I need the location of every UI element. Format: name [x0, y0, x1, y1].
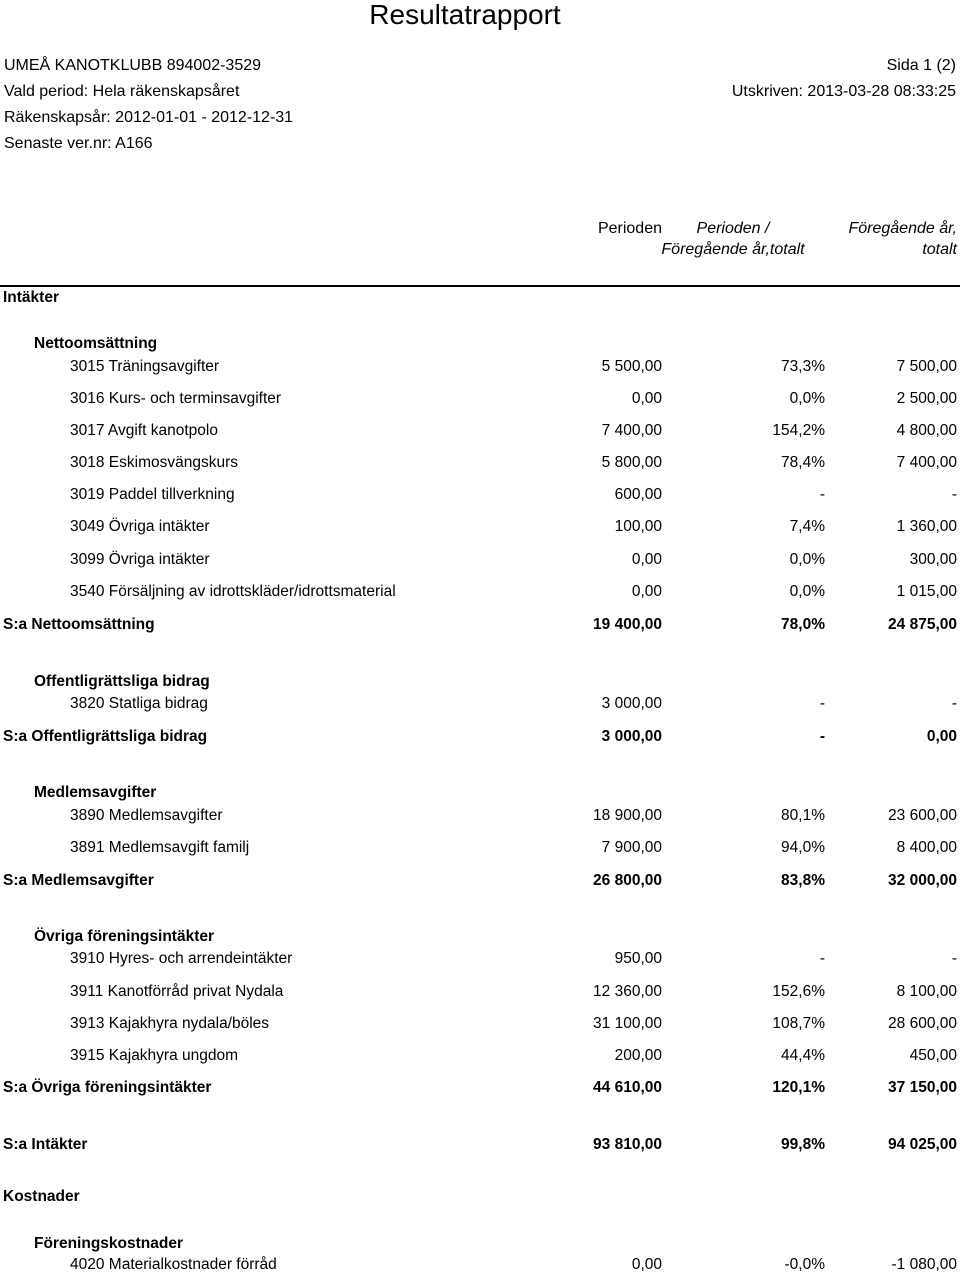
previous-year-amount: 32 000,00 [888, 872, 957, 889]
account-row [0, 693, 960, 715]
subtotal-row [0, 870, 960, 892]
column-header-previous-year [830, 218, 957, 260]
period-amount: 12 360,00 [593, 983, 662, 1000]
previous-year-amount: 450,00 [909, 1047, 957, 1064]
period-amount: 950,00 [614, 950, 662, 967]
group-heading [0, 1233, 960, 1255]
column-header-prev-line1: Föregående år, [848, 220, 957, 237]
period-amount: 7 400,00 [601, 422, 662, 439]
header-line-4 [4, 133, 956, 155]
period-amount: 3 000,00 [601, 695, 662, 712]
account-row [0, 388, 960, 410]
row-label: Kostnader [3, 1188, 80, 1205]
ratio-percent: - [819, 950, 825, 967]
column-header-ratio-line2: Föregående år,totalt [661, 241, 805, 258]
row-label: 3891 Medlemsavgift familj [70, 839, 250, 856]
row-label: 3820 Statliga bidrag [70, 695, 208, 712]
previous-year-amount: 1 360,00 [896, 518, 957, 535]
previous-year-amount: 24 875,00 [888, 616, 957, 633]
ratio-percent: - [819, 486, 825, 503]
period-amount: 0,00 [631, 1256, 662, 1273]
ratio-percent: 78,4% [781, 454, 825, 471]
ratio-percent: - [819, 728, 825, 745]
row-label: Offentligrättsliga bidrag [34, 673, 210, 690]
ratio-percent: 154,2% [772, 422, 825, 439]
ratio-percent: 0,0% [789, 583, 825, 600]
period-amount: 0,00 [631, 551, 662, 568]
row-label: 3049 Övriga intäkter [70, 518, 210, 535]
subtotal-row [0, 726, 960, 748]
ratio-percent: 83,8% [781, 872, 825, 889]
ratio-percent: 108,7% [772, 1015, 825, 1032]
period-amount: 100,00 [614, 518, 662, 535]
account-row [0, 948, 960, 970]
previous-year-amount: - [951, 695, 957, 712]
row-label: 3015 Träningsavgifter [70, 358, 220, 375]
previous-year-amount: -1 080,00 [891, 1256, 957, 1273]
period-amount: 0,00 [631, 583, 662, 600]
ratio-percent: -0,0% [784, 1256, 825, 1273]
selected-period: Vald period: Hela räkenskapsåret [4, 83, 240, 100]
account-row [0, 484, 960, 506]
group-heading [0, 782, 960, 804]
period-amount: 18 900,00 [593, 807, 662, 824]
account-row [0, 549, 960, 571]
previous-year-amount: 23 600,00 [888, 807, 957, 824]
row-label: 3017 Avgift kanotpolo [70, 422, 218, 439]
ratio-percent: 78,0% [781, 616, 825, 633]
ratio-percent: 0,0% [789, 551, 825, 568]
previous-year-amount: 4 800,00 [896, 422, 957, 439]
account-row [0, 356, 960, 378]
ratio-percent: 94,0% [781, 839, 825, 856]
period-amount: 600,00 [614, 486, 662, 503]
account-row [0, 1254, 960, 1276]
row-label: 4020 Materialkostnader förråd [70, 1256, 277, 1273]
ratio-percent: 99,8% [781, 1136, 825, 1153]
period-amount: 3 000,00 [601, 728, 662, 745]
ratio-percent: 73,3% [781, 358, 825, 375]
row-label: S:a Offentligrättsliga bidrag [3, 728, 208, 745]
period-amount: 5 500,00 [601, 358, 662, 375]
ratio-percent: 44,4% [781, 1047, 825, 1064]
group-heading [0, 333, 960, 355]
section-heading [0, 1186, 960, 1208]
ratio-percent: 152,6% [772, 983, 825, 1000]
ratio-percent: - [819, 695, 825, 712]
row-label: 3540 Försäljning av idrottskläder/idrottsmaterial [70, 583, 396, 600]
row-label: 3915 Kajakhyra ungdom [70, 1047, 239, 1064]
row-label: 3890 Medlemsavgifter [70, 807, 223, 824]
subtotal-row [0, 614, 960, 636]
previous-year-amount: 28 600,00 [888, 1015, 957, 1032]
previous-year-amount: 37 150,00 [888, 1079, 957, 1096]
account-row [0, 420, 960, 442]
period-amount: 93 810,00 [593, 1136, 662, 1153]
row-label: Föreningskostnader [34, 1235, 183, 1252]
account-row [0, 837, 960, 859]
previous-year-amount: 2 500,00 [896, 390, 957, 407]
row-label: Medlemsavgifter [34, 784, 157, 801]
period-amount: 0,00 [631, 390, 662, 407]
subtotal-row [0, 1077, 960, 1099]
ratio-percent: 0,0% [789, 390, 825, 407]
row-label: Övriga föreningsintäkter [34, 928, 215, 945]
previous-year-amount: 1 015,00 [896, 583, 957, 600]
account-row [0, 581, 960, 603]
row-label: 3913 Kajakhyra nydala/böles [70, 1015, 270, 1032]
header-line-1 [4, 55, 956, 77]
previous-year-amount: 7 500,00 [896, 358, 957, 375]
column-header-prev-line2: totalt [922, 241, 957, 258]
total-row [0, 1134, 960, 1156]
header-line-2 [4, 81, 956, 103]
column-header-period-label: Perioden [597, 220, 662, 237]
period-amount: 5 800,00 [601, 454, 662, 471]
row-label: Intäkter [3, 289, 59, 306]
row-label: S:a Medlemsavgifter [3, 872, 154, 889]
previous-year-amount: - [951, 486, 957, 503]
column-header-ratio-line1: Perioden / [696, 220, 770, 237]
account-row [0, 1013, 960, 1035]
previous-year-amount: 8 100,00 [896, 983, 957, 1000]
page-number: Sida 1 (2) [886, 57, 956, 74]
account-row [0, 452, 960, 474]
row-label: 3019 Paddel tillverkning [70, 486, 235, 503]
account-row [0, 516, 960, 538]
row-label: 3911 Kanotförråd privat Nydala [70, 983, 284, 1000]
report-title: Resultatrapport [369, 0, 561, 30]
printed-timestamp: Utskriven: 2013-03-28 08:33:25 [731, 83, 956, 100]
period-amount: 19 400,00 [593, 616, 662, 633]
column-header-period-vs-previous [640, 218, 826, 260]
row-label: 3910 Hyres- och arrendeintäkter [70, 950, 293, 967]
row-label: 3099 Övriga intäkter [70, 551, 210, 568]
account-row [0, 1045, 960, 1067]
row-label: Nettoomsättning [34, 335, 158, 352]
row-label: S:a Nettoomsättning [3, 616, 155, 633]
period-amount: 200,00 [614, 1047, 662, 1064]
last-voucher-number: Senaste ver.nr: A166 [4, 135, 153, 152]
row-label: S:a Intäkter [3, 1136, 88, 1153]
org-name: UMEÅ KANOTKLUBB 894002-3529 [4, 57, 262, 74]
ratio-percent: 7,4% [789, 518, 825, 535]
account-row [0, 805, 960, 827]
row-label: 3016 Kurs- och terminsavgifter [70, 390, 282, 407]
header-line-3 [4, 107, 956, 129]
period-amount: 26 800,00 [593, 872, 662, 889]
group-heading [0, 926, 960, 948]
row-label: 3018 Eskimosvängskurs [70, 454, 238, 471]
ratio-percent: 80,1% [781, 807, 825, 824]
previous-year-amount: 8 400,00 [896, 839, 957, 856]
previous-year-amount: - [951, 950, 957, 967]
period-amount: 31 100,00 [593, 1015, 662, 1032]
ratio-percent: 120,1% [772, 1079, 825, 1096]
previous-year-amount: 300,00 [909, 551, 957, 568]
previous-year-amount: 0,00 [926, 728, 957, 745]
row-label: S:a Övriga föreningsintäkter [3, 1079, 212, 1096]
group-heading [0, 671, 960, 693]
period-amount: 7 900,00 [601, 839, 662, 856]
period-amount: 44 610,00 [593, 1079, 662, 1096]
account-row [0, 981, 960, 1003]
previous-year-amount: 7 400,00 [896, 454, 957, 471]
previous-year-amount: 94 025,00 [888, 1136, 957, 1153]
section-heading [0, 287, 960, 309]
fiscal-year: Räkenskapsår: 2012-01-01 - 2012-12-31 [4, 109, 294, 126]
